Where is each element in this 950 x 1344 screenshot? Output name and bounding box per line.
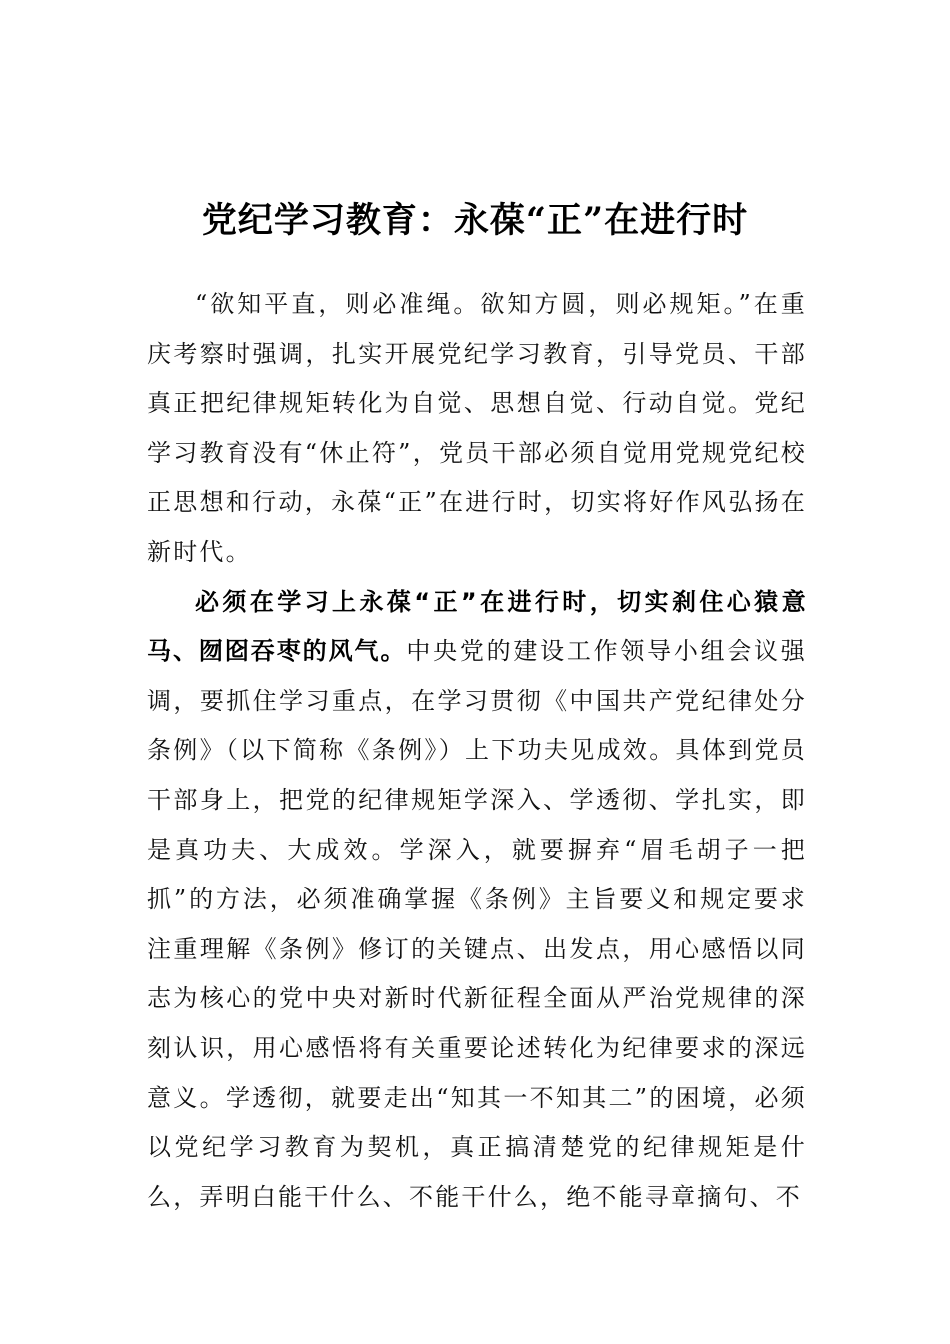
paragraph-study-text: 中央党的建设工作领导小组会议强调，要抓住学习重点，在学习贯彻《中国共产党纪律处分条例》（以下简称《条例》）上下功夫见成效。具体到党员干部身上，把党的纪律规矩学深入、学透彻、学扎实，即是真功夫、大成效。学深入，就要摒弃“眉毛胡子一把抓”的方法，必须准确掌握《条例》主旨要义和规定要求注重理解《条例》修订的关键点、出发点，用心感悟以同志为核心的党中央对新时代新征程全面从严治党规律的深刻认识，用心感悟将有关重要论述转化为纪律要求的深远意义。学透彻，就要走出“知其一不知其二”的困境，必须以党纪学习教育为契机，真正搞清楚党的纪律规矩是什么，弄明白能干什么、不能干什么，绝不能寻章摘句、不 xyxy=(147,637,808,1211)
paragraph-study-heading: 必须在学习上永葆“正”在进行时，切实刹住心猿意马、囫囵吞枣的风气。 xyxy=(147,587,807,666)
paragraph-intro-text: “欲知平直，则必准绳。欲知方圆，则必规矩。”在重庆考察时强调，扎实开展党纪学习教育，引导党员、干部真正把纪律规矩转化为自觉、思想自觉、行动自觉。党纪学习教育没有“休止符”，党员干部必须自觉用党规党纪校正思想和行动，永葆“正”在进行时，切实将好作风弘扬在新时代。 xyxy=(147,290,807,566)
paragraph-study xyxy=(147,578,807,1223)
paragraph-intro xyxy=(147,280,807,578)
document-body xyxy=(147,280,807,1222)
document-title: 党纪学习教育：永葆“正”在进行时 xyxy=(201,200,749,242)
